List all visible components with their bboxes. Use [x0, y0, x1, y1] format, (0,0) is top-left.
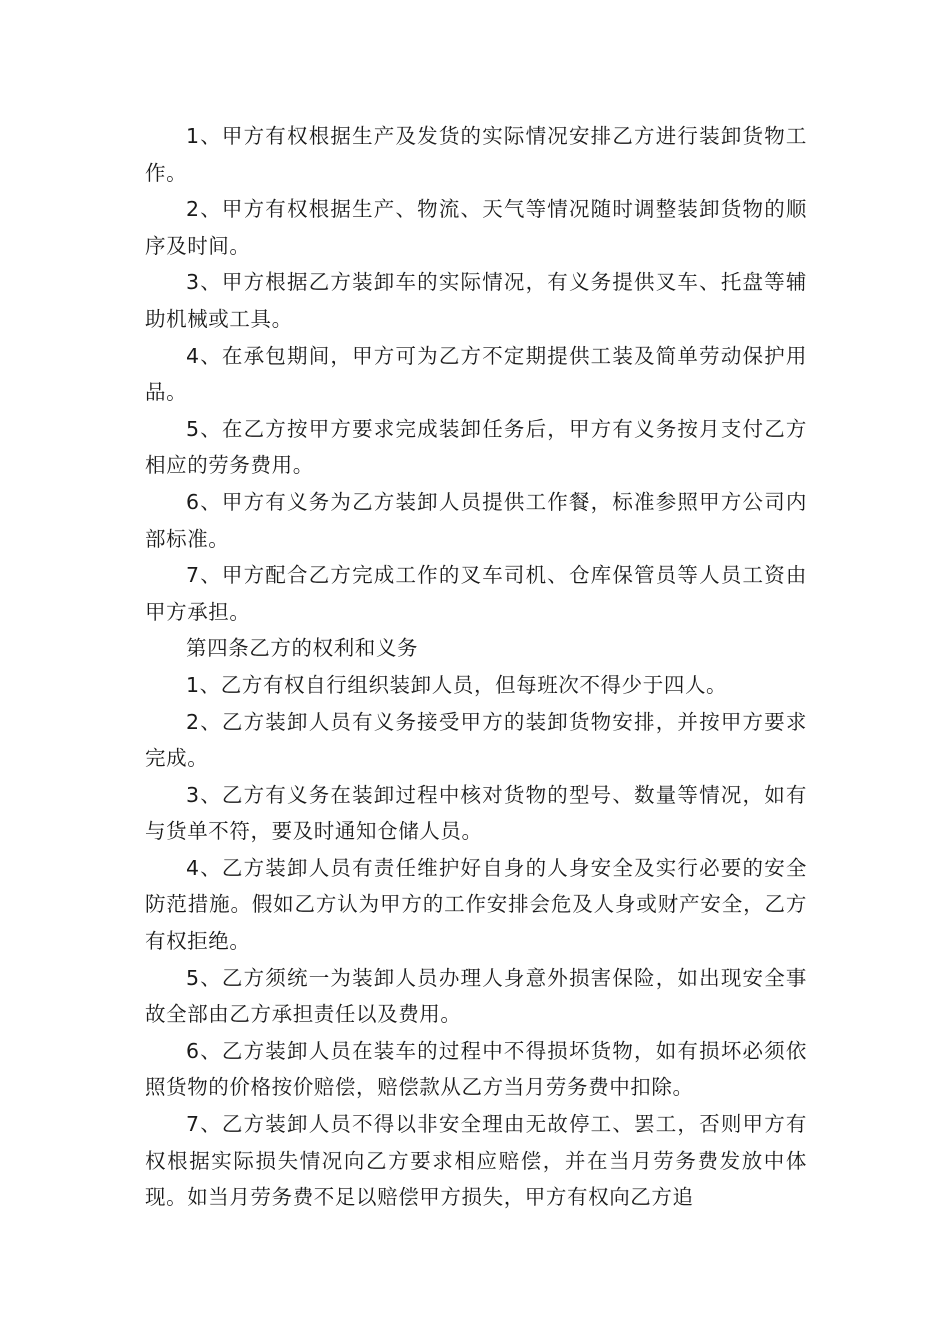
paragraph-party-a-5: 5、在乙方按甲方要求完成装卸任务后，甲方有义务按月支付乙方相应的劳务费用。 [145, 416, 807, 478]
paragraph-party-b-4: 4、乙方装卸人员有责任维护好自身的人身安全及实行必要的安全防范措施。假如乙方认为甲方的工作安排会危及人身或财产安全，乙方有权拒绝。 [145, 855, 807, 954]
paragraph-party-b-1: 1、乙方有权自行组织装卸人员，但每班次不得少于四人。 [186, 672, 728, 697]
paragraph-party-a-2: 2、甲方有权根据生产、物流、天气等情况随时调整装卸货物的顺序及时间。 [145, 197, 807, 258]
paragraph-party-a-3: 3、甲方根据乙方装卸车的实际情况，有义务提供叉车、托盘等辅助机械或工具。 [145, 270, 807, 331]
paragraph-party-b-7: 7、乙方装卸人员不得以非安全理由无故停工、罢工，否则甲方有权根据实际损失情况向乙方要求相应赔偿，并在当月劳务费发放中体现。如当月劳务费不足以赔偿甲方损失，甲方有权向乙方追 [145, 1112, 807, 1210]
paragraph-party-b-3: 3、乙方有义务在装卸过程中核对货物的型号、数量等情况，如有与货单不符，要及时通知仓储人员。 [145, 782, 807, 844]
paragraph-party-a-1: 1、甲方有权根据生产及发货的实际情况安排乙方进行装卸货物工作。 [145, 124, 807, 185]
paragraph-party-a-6: 6、甲方有义务为乙方装卸人员提供工作餐，标准参照甲方公司内部标准。 [145, 489, 807, 551]
paragraph-party-b-6: 6、乙方装卸人员在装车的过程中不得损坏货物，如有损坏必须依照货物的价格按价赔偿，赔偿款从乙方当月劳务费中扣除。 [145, 1038, 807, 1100]
paragraph-party-a-4: 4、在承包期间，甲方可为乙方不定期提供工装及简单劳动保护用品。 [145, 343, 807, 405]
paragraph-party-a-7: 7、甲方配合乙方完成工作的叉车司机、仓库保管员等人员工资由甲方承担。 [145, 563, 807, 624]
paragraph-party-b-2: 2、乙方装卸人员有义务接受甲方的装卸货物安排，并按甲方要求完成。 [145, 709, 807, 771]
document-body [145, 118, 807, 1216]
section-heading-article-4: 第四条乙方的权利和义务 [186, 636, 419, 661]
paragraph-party-b-5: 5、乙方须统一为装卸人员办理人身意外损害保险，如出现安全事故全部由乙方承担责任以及费用。 [145, 965, 807, 1027]
